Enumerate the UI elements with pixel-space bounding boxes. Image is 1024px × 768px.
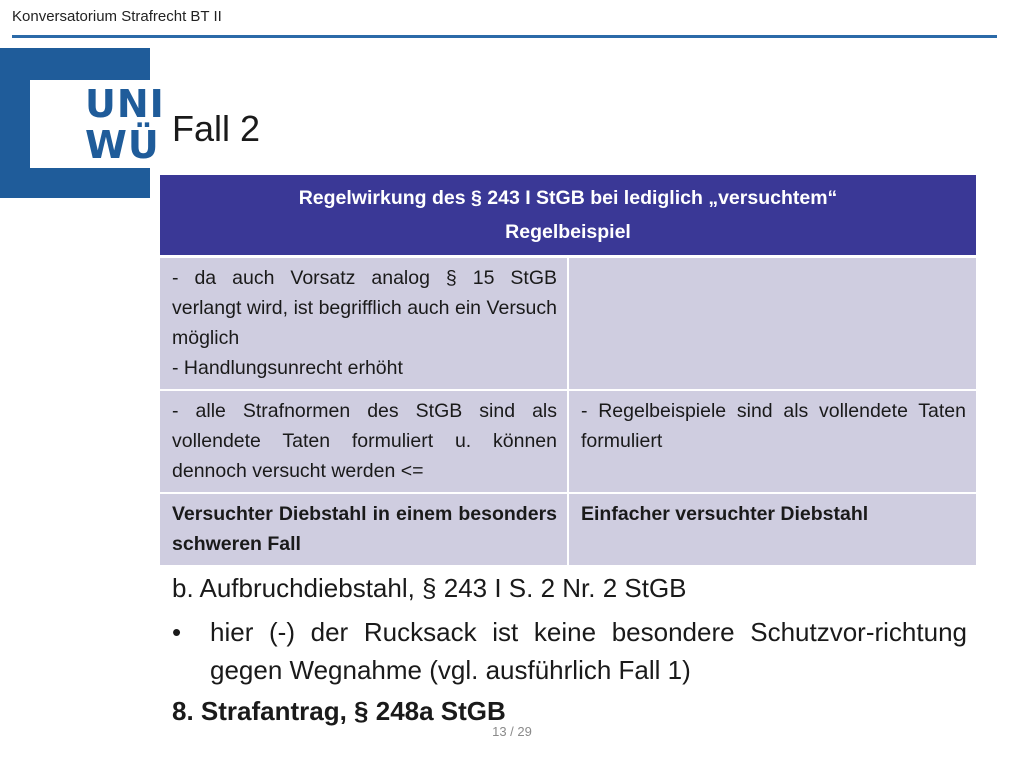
table-cell-left (160, 390, 568, 493)
table-cell-left (160, 493, 568, 566)
table-header-row (160, 175, 976, 257)
table-cell-right (568, 390, 976, 493)
cell-text: - Regelbeispiele sind als vollendete Taten formuliert (581, 400, 966, 452)
table-header-cell (160, 175, 976, 257)
rule-effect-table (160, 175, 976, 567)
header-divider (12, 35, 997, 38)
table-row (160, 390, 976, 493)
bullet-item (172, 613, 967, 689)
cell-text: - alle Strafnormen des StGB sind als vollendete Taten formuliert u. können dennoch versucht werden <= (172, 400, 557, 482)
cell-text: Einfacher versuchter Diebstahl (581, 503, 869, 525)
page-number: 13 / 29 (492, 724, 532, 739)
logo-text-row-1: UNI (85, 82, 165, 126)
table-cell-right (568, 257, 976, 391)
table-row (160, 257, 976, 391)
cell-text: Versuchter Diebstahl in einem besonders schweren Fall (172, 503, 557, 555)
bullet-text: hier (-) der Rucksack ist keine besondere Schutzvor-richtung gegen Wegnahme (vgl. ausführlich Fall 1) (210, 617, 967, 685)
logo-text-row-2: WÜ (85, 123, 160, 167)
slide-title: Fall 2 (172, 108, 261, 149)
cell-text: - Handlungsunrecht erhöht (172, 357, 403, 379)
section-subheading: b. Aufbruchdiebstahl, § 243 I S. 2 Nr. 2 StGB (172, 573, 687, 603)
cell-text: - da auch Vorsatz analog § 15 StGB verlangt wird, ist begrifflich auch ein Versuch möglich (172, 267, 557, 349)
table-cell-left (160, 257, 568, 391)
table-header-line-2: Regelbeispiel (505, 221, 631, 243)
table-cell-right (568, 493, 976, 566)
bullet-icon: • (172, 617, 182, 647)
presentation-title: Konversatorium Strafrecht BT II (12, 8, 222, 25)
table-row (160, 493, 976, 566)
table-header-line-1: Regelwirkung des § 243 I StGB bei lediglich „versuchtem“ (298, 187, 838, 209)
section-heading-bold: 8. Strafantrag, § 248a StGB (172, 696, 506, 726)
